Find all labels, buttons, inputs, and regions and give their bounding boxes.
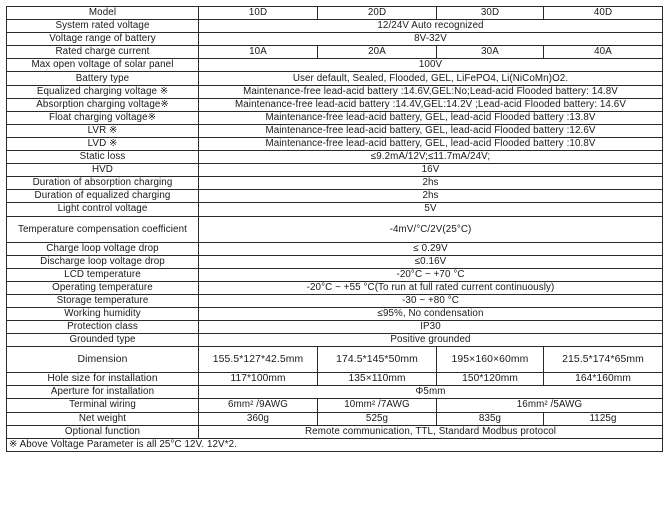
row-label: Terminal wiring (7, 399, 199, 412)
table-row (7, 137, 663, 150)
row-label: Model (7, 7, 199, 20)
table-row (7, 85, 663, 98)
table-row (7, 20, 663, 33)
row-value: 2hs (199, 190, 663, 203)
table-row (7, 294, 663, 307)
row-label: Discharge loop voltage drop (7, 255, 199, 268)
row-label: HVD (7, 164, 199, 177)
row-label: Aperture for installation (7, 386, 199, 399)
table-row (7, 177, 663, 190)
row-label: Charge loop voltage drop (7, 242, 199, 255)
row-value: -30 ~ +80 °C (199, 294, 663, 307)
row-value: ≤ 0.29V (199, 242, 663, 255)
dimension-cell: 195×160×60mm (437, 347, 544, 373)
table-row (7, 164, 663, 177)
row-value: -20°C ~ +70 °C (199, 268, 663, 281)
current-cell: 30A (437, 46, 544, 59)
model-cell: 40D (544, 7, 663, 20)
row-label: Battery type (7, 72, 199, 85)
current-cell: 20A (318, 46, 437, 59)
row-label: Storage temperature (7, 294, 199, 307)
row-value: -4mV/°C/2V(25°C) (199, 216, 663, 242)
hole-cell: 150*120mm (437, 373, 544, 386)
row-label: Working humidity (7, 307, 199, 320)
row-label: Absorption charging voltage※ (7, 98, 199, 111)
row-label: Light control voltage (7, 203, 199, 216)
table-row (7, 72, 663, 85)
model-cell: 10D (199, 7, 318, 20)
row-label: Max open voltage of solar panel (7, 59, 199, 72)
row-label: LCD temperature (7, 268, 199, 281)
row-rated-current (7, 46, 663, 59)
table-row (7, 98, 663, 111)
table-row (7, 334, 663, 347)
weight-cell: 360g (199, 412, 318, 425)
row-label: Dimension (7, 347, 199, 373)
row-label: Net weight (7, 412, 199, 425)
row-label: Hole size for installation (7, 373, 199, 386)
row-value: ≤0.16V (199, 255, 663, 268)
row-value: 5V (199, 203, 663, 216)
row-hole-size (7, 373, 663, 386)
table-row (7, 307, 663, 320)
spec-table (6, 6, 663, 452)
footnote: ※ Above Voltage Parameter is all 25°C 12V. 12V*2. (7, 438, 663, 451)
row-value: User default, Sealed, Flooded, GEL, LiFePO4, Li(NiCoMn)O2. (199, 72, 663, 85)
row-value: 12/24V Auto recognized (199, 20, 663, 33)
row-value: 2hs (199, 177, 663, 190)
weight-cell: 1125g (544, 412, 663, 425)
dimension-cell: 155.5*127*42.5mm (199, 347, 318, 373)
table-row (7, 151, 663, 164)
model-cell: 20D (318, 7, 437, 20)
table-row (7, 268, 663, 281)
row-value: -20°C ~ +55 °C(To run at full rated current continuously) (199, 281, 663, 294)
row-label: System rated voltage (7, 20, 199, 33)
row-value: 100V (199, 59, 663, 72)
row-label: Optional function (7, 425, 199, 438)
row-dimension (7, 347, 663, 373)
table-row (7, 124, 663, 137)
table-row (7, 321, 663, 334)
row-value: Remote communication, TTL, Standard Modbus protocol (199, 425, 663, 438)
hole-cell: 135×110mm (318, 373, 437, 386)
row-label: Equalized charging voltage ※ (7, 85, 199, 98)
row-optional (7, 425, 663, 438)
table-row (7, 242, 663, 255)
row-aperture (7, 386, 663, 399)
row-label: Protection class (7, 321, 199, 334)
row-value: ≤95%, No condensation (199, 307, 663, 320)
row-value: Positive grounded (199, 334, 663, 347)
row-value: Φ5mm (199, 386, 663, 399)
hole-cell: 164*160mm (544, 373, 663, 386)
row-value: Maintenance-free lead-acid battery, GEL, lead-acid Flooded battery :12.6V (199, 124, 663, 137)
table-row (7, 281, 663, 294)
table-row (7, 190, 663, 203)
hole-cell: 117*100mm (199, 373, 318, 386)
row-value: 8V-32V (199, 33, 663, 46)
row-label: Float charging voltage※ (7, 111, 199, 124)
row-value: 16V (199, 164, 663, 177)
dimension-cell: 215.5*174*65mm (544, 347, 663, 373)
row-label: LVD ※ (7, 137, 199, 150)
current-cell: 40A (544, 46, 663, 59)
row-value: Maintenance-free lead-acid battery, GEL, lead-acid Flooded battery :13.8V (199, 111, 663, 124)
table-row (7, 59, 663, 72)
row-label: Voltage range of battery (7, 33, 199, 46)
row-label: Duration of equalized charging (7, 190, 199, 203)
row-label: Operating temperature (7, 281, 199, 294)
row-value: Maintenance-free lead-acid battery :14.4V,GEL:14.2V ;Lead-acid Flooded battery: 14.6V (199, 98, 663, 111)
row-value: Maintenance-free lead-acid battery, GEL, lead-acid Flooded battery :10.8V (199, 137, 663, 150)
row-terminal (7, 399, 663, 412)
dimension-cell: 174.5*145*50mm (318, 347, 437, 373)
current-cell: 10A (199, 46, 318, 59)
table-row (7, 33, 663, 46)
row-value: ≤9.2mA/12V;≤11.7mA/24V; (199, 151, 663, 164)
row-label: Rated charge current (7, 46, 199, 59)
row-label: Temperature compensation coefficient (7, 216, 199, 242)
weight-cell: 835g (437, 412, 544, 425)
row-label: Static loss (7, 151, 199, 164)
row-value: IP30 (199, 321, 663, 334)
model-cell: 30D (437, 7, 544, 20)
row-temp-compensation (7, 216, 663, 242)
row-label: Grounded type (7, 334, 199, 347)
terminal-cell: 16mm² /5AWG (437, 399, 663, 412)
row-net-weight (7, 412, 663, 425)
table-row (7, 255, 663, 268)
table-row (7, 203, 663, 216)
weight-cell: 525g (318, 412, 437, 425)
row-value: Maintenance-free lead-acid battery :14.6V,GEL:No;Lead-acid Flooded battery: 14.8V (199, 85, 663, 98)
footnote-row (7, 438, 663, 451)
row-label: Duration of absorption charging (7, 177, 199, 190)
terminal-cell: 6mm² /9AWG (199, 399, 318, 412)
terminal-cell: 10mm² /7AWG (318, 399, 437, 412)
table-row (7, 111, 663, 124)
row-label: LVR ※ (7, 124, 199, 137)
row-model (7, 7, 663, 20)
